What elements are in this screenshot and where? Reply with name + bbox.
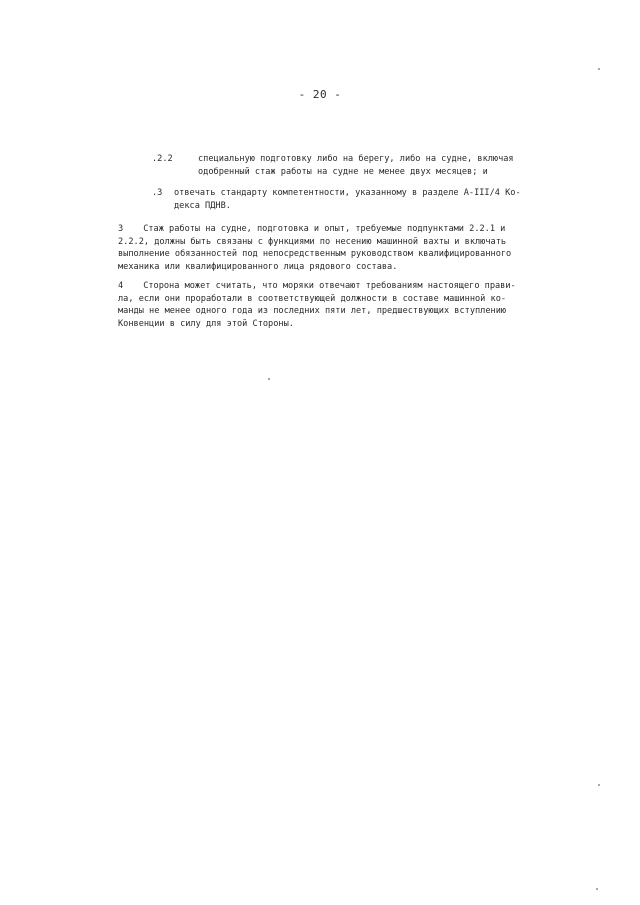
paragraph-text [118, 280, 516, 330]
scan-speck [598, 784, 600, 786]
text-line: 3 Стаж работы на судне, подготовка и опыт, требуемые подпунктами 2.2.1 и [118, 224, 506, 234]
text-line: 2.2.2, должны быть связаны с функциями по несению машинной вахты и включать [118, 236, 507, 247]
text-line: одобренный стаж работы на судне не менее двух месяцев; и [198, 166, 488, 177]
text-line: 4 Сторона может считать, что моряки отвечают требованиям настоящего прави- [118, 281, 516, 291]
text-line: декса ПДНВ. [174, 200, 231, 211]
list-item-text [198, 153, 514, 178]
paragraph-text [118, 223, 511, 273]
scan-speck [598, 68, 600, 70]
paragraph-number: 3 [118, 224, 124, 234]
list-item-2-2 [152, 153, 572, 179]
scan-speck [596, 888, 598, 890]
text-line: механика или квалифицированного лица рядового состава. [118, 261, 398, 272]
text-line: манды не менее одного года из последних пяти лет, предшествующих вступлению [118, 306, 507, 316]
text-line: отвечать стандарту компетентности, указанному в разделе A-III/4 Ко- [174, 188, 521, 198]
scan-speck [268, 378, 270, 380]
list-item-3 [152, 187, 572, 213]
paragraph-3 [118, 223, 568, 275]
text-line: Конвенции в силу для этой Стороны. [118, 318, 294, 329]
text-line: выполнение обязанностей под непосредственным руководством квалифицированного [118, 249, 512, 259]
page-number: - 20 - [298, 88, 342, 101]
list-item-number: .3 [152, 188, 163, 198]
text-line: специальную подготовку либо на берегу, либо на судне, включая [198, 154, 514, 164]
text-line: ла, если они проработали в соответствующей должности в составе машинной ко- [118, 293, 507, 304]
list-item-text [174, 187, 521, 212]
list-item-number: .2.2 [152, 154, 173, 164]
paragraph-4 [118, 280, 568, 332]
paragraph-number: 4 [118, 281, 124, 291]
